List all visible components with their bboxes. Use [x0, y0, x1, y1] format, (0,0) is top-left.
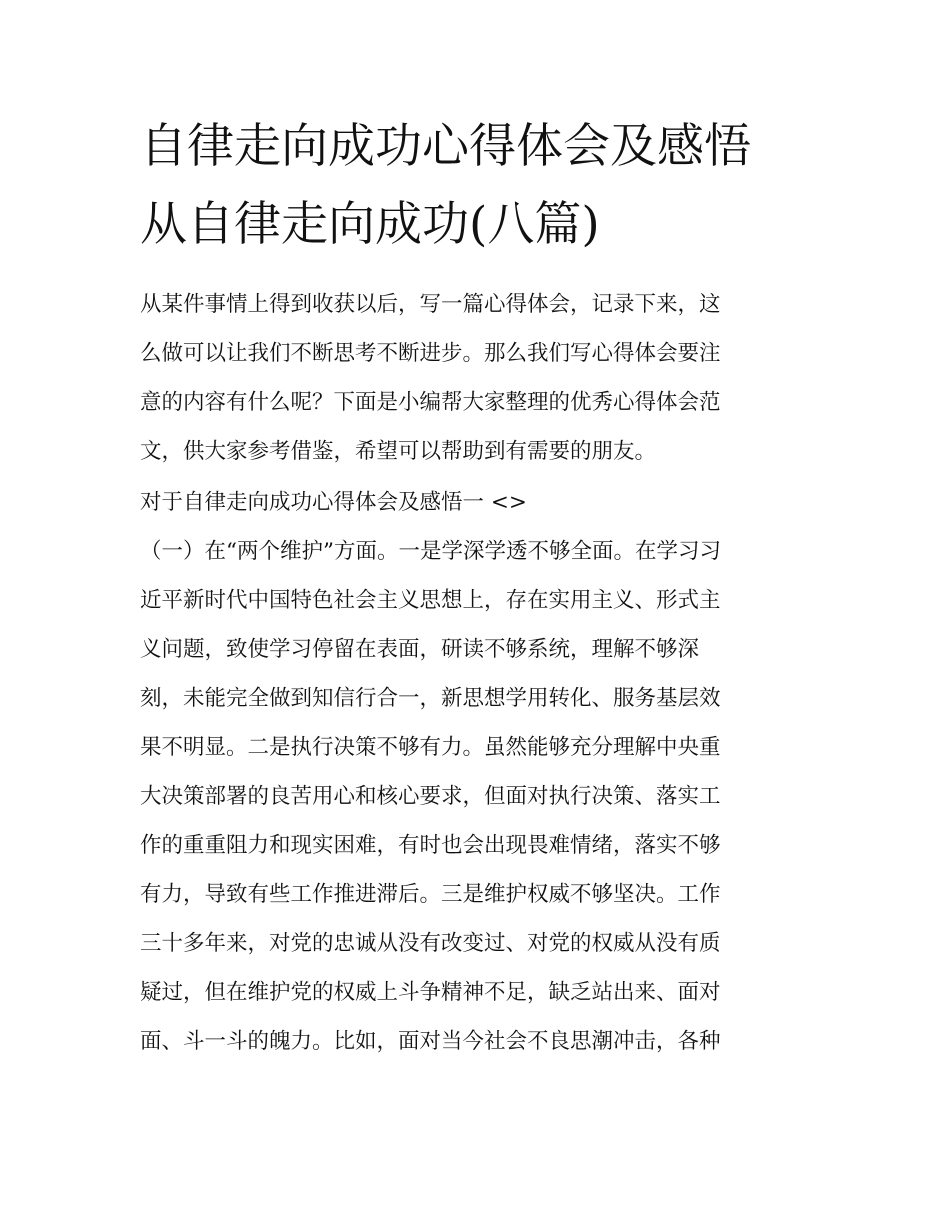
section-heading-text: 对于自律走向成功心得体会及感悟一 <>: [140, 490, 527, 515]
section-line: （一）在“两个维护”方面。一是学深学透不够全面。在学习习: [140, 539, 721, 564]
section-line: 三十多年来，对党的忠诚从没有改变过、对党的权威从没有质: [140, 931, 721, 956]
section-line: 义问题，致使学习停留在表面，研读不够系统，理解不够深: [140, 637, 700, 662]
intro-line: 意的内容有什么呢？下面是小编帮大家整理的优秀心得体会范: [140, 390, 721, 415]
title-line-2: 从自律走向成功(八篇): [140, 197, 600, 252]
section-line: 作的重重阻力和现实困难，有时也会出现畏难情绪，落实不够: [140, 833, 721, 858]
section-heading: [140, 478, 820, 527]
title-line-1: 自律走向成功心得体会及感悟: [140, 119, 751, 174]
section-line: 疑过，但在维护党的权威上斗争精神不足，缺乏站出来、面对: [140, 980, 721, 1005]
section-line: 有力，导致有些工作推进滞后。三是维护权威不够坚决。工作: [140, 882, 721, 907]
section-line: 刻，未能完全做到知信行合一，新思想学用转化、服务基层效: [140, 686, 721, 711]
document-title: [140, 108, 820, 264]
section-line: 果不明显。二是执行决策不够有力。虽然能够充分理解中央重: [140, 735, 721, 760]
section-paragraph: [140, 527, 820, 1066]
intro-line: 文，供大家参考借鉴，希望可以帮助到有需要的朋友。: [140, 439, 657, 464]
section-line: 大决策部署的良苦用心和核心要求，但面对执行决策、落实工: [140, 784, 721, 809]
intro-line: 么做可以让我们不断思考不断进步。那么我们写心得体会要注: [140, 341, 721, 366]
section-line: 近平新时代中国特色社会主义思想上，存在实用主义、形式主: [140, 588, 721, 613]
section-line: 面、斗一斗的魄力。比如，面对当今社会不良思潮冲击，各种: [140, 1029, 721, 1054]
intro-line: 从某件事情上得到收获以后，写一篇心得体会，记录下来，这: [140, 292, 721, 317]
intro-paragraph: [140, 280, 820, 476]
